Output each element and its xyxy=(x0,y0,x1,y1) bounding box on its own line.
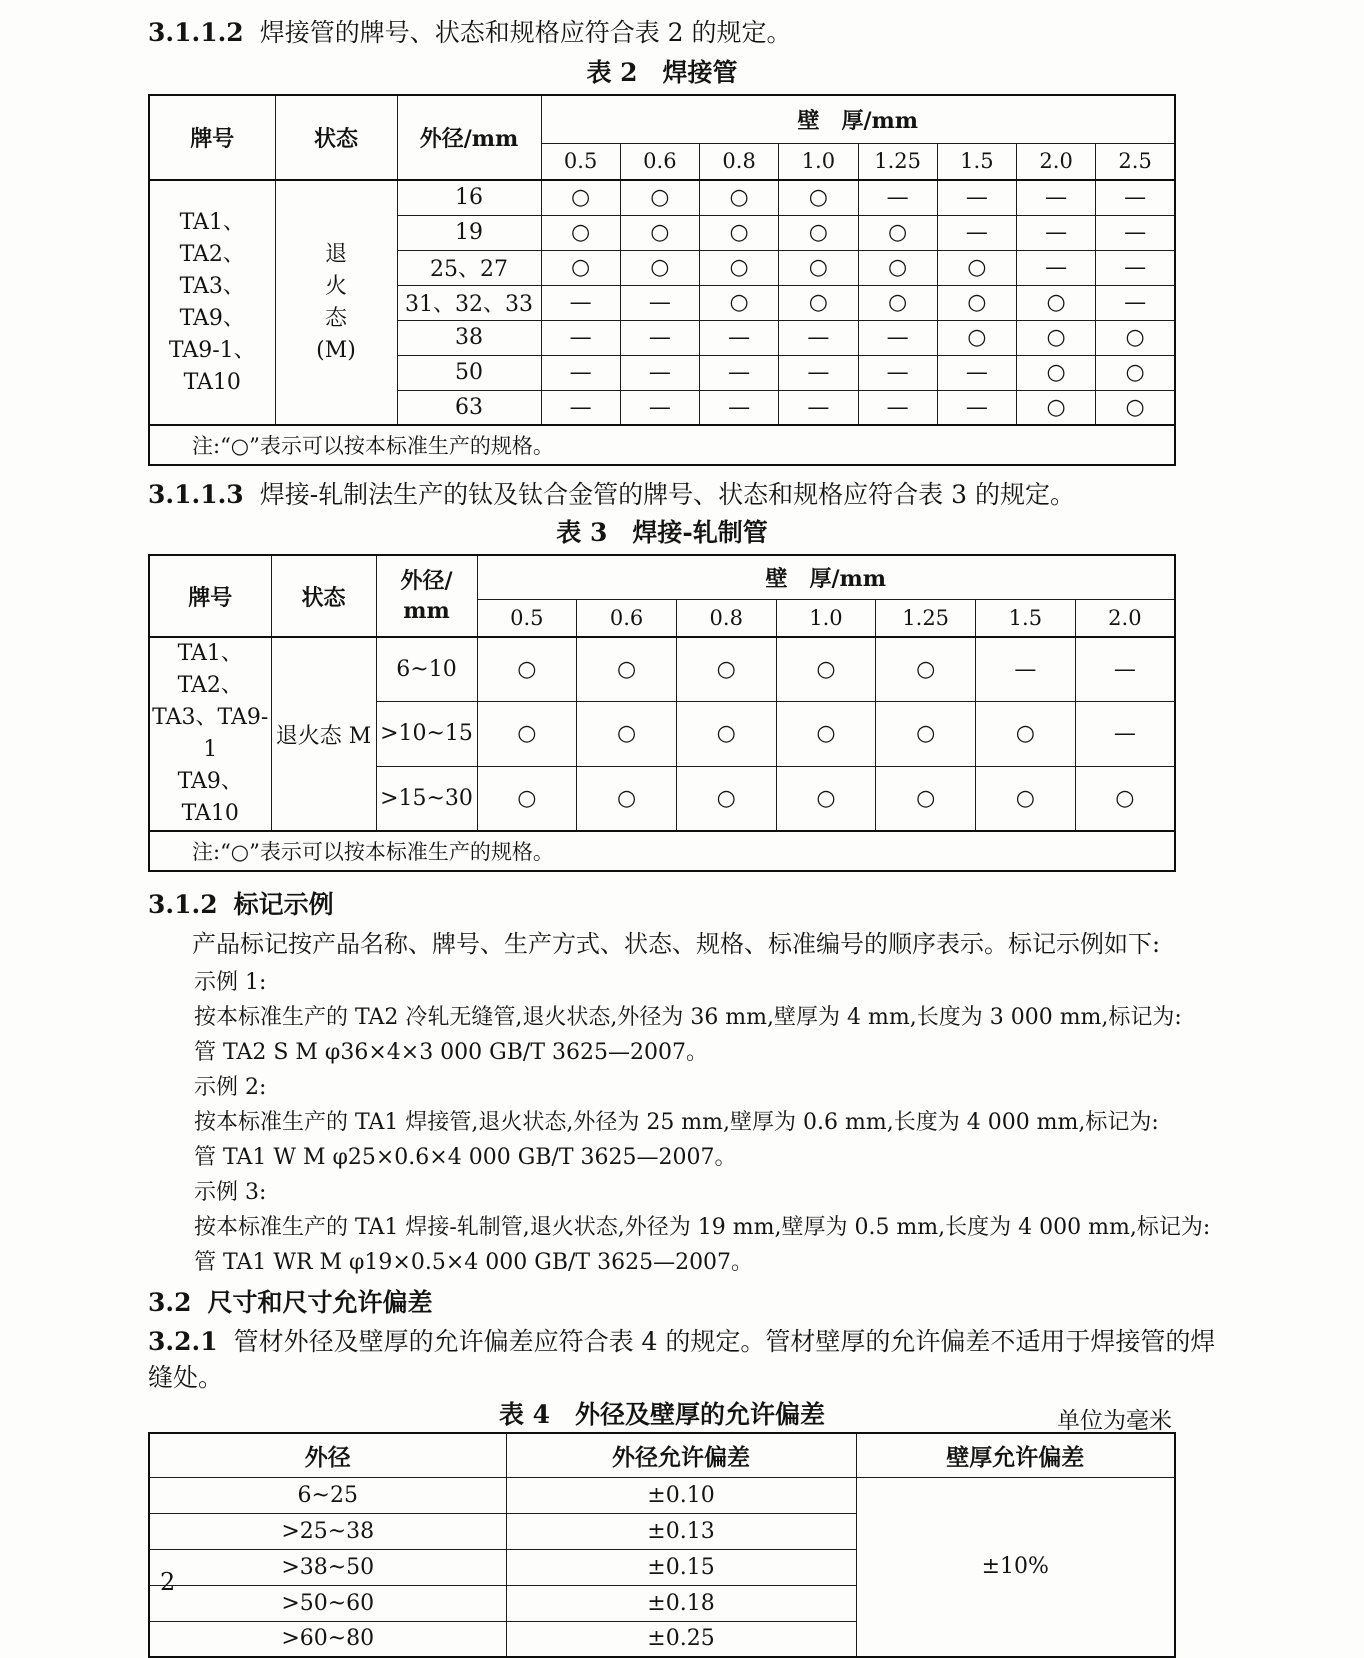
t3-val: ○ xyxy=(876,766,976,831)
t2-val: ○ xyxy=(779,285,858,320)
example-label: 示例 3: xyxy=(194,1180,267,1205)
t3-val: ○ xyxy=(976,766,1076,831)
t2-od: 25、27 xyxy=(397,250,541,285)
t3-header-od xyxy=(376,555,477,637)
brand-line: TA9-1、 xyxy=(168,337,256,363)
page-number: 2 xyxy=(160,1568,176,1596)
example-block-3 xyxy=(194,1179,1228,1276)
t2-state-cell xyxy=(275,180,397,425)
t2-val: ○ xyxy=(1017,390,1096,425)
clause-title: 标记示例 xyxy=(233,890,334,919)
table-row xyxy=(149,95,1175,143)
state-line: 退 xyxy=(324,241,347,267)
t4-dev: ±0.15 xyxy=(506,1549,856,1585)
t3-brand-cell xyxy=(149,637,271,831)
table2-caption: 表 2 焊接管 xyxy=(586,58,738,87)
t3-val: — xyxy=(1075,702,1175,767)
state-line: 火 xyxy=(324,273,347,299)
example-mark: 管 TA1 W M φ25×0.6×4 000 GB/T 3625—2007。 xyxy=(194,1145,737,1170)
t2-val: — xyxy=(779,355,858,390)
t3-wall-col: 1.5 xyxy=(976,599,1076,637)
table-row xyxy=(149,555,1175,599)
t3-val: ○ xyxy=(776,637,876,702)
table-4-tolerances xyxy=(148,1432,1176,1658)
t2-val: — xyxy=(541,320,620,355)
t4-header-od-dev: 外径允许偏差 xyxy=(506,1433,856,1477)
t2-val: ○ xyxy=(700,215,779,250)
table-row xyxy=(149,180,1175,215)
example-mark: 管 TA2 S M φ36×4×3 000 GB/T 3625—2007。 xyxy=(194,1040,708,1065)
t2-val: — xyxy=(1017,215,1096,250)
t2-val: — xyxy=(700,320,779,355)
t2-val: ○ xyxy=(1096,355,1175,390)
t4-dev: ±0.25 xyxy=(506,1621,856,1657)
t2-val: — xyxy=(779,390,858,425)
t3-val: — xyxy=(976,637,1076,702)
t3-od: 6~10 xyxy=(376,637,477,702)
t2-val: ○ xyxy=(937,250,1016,285)
clause-text: 焊接-轧制法生产的钛及钛合金管的牌号、状态和规格应符合表 3 的规定。 xyxy=(259,480,1075,509)
t2-wall-col: 0.6 xyxy=(620,143,699,180)
t2-wall-col: 2.5 xyxy=(1096,143,1175,180)
t2-val: — xyxy=(1096,285,1175,320)
table-row xyxy=(149,831,1175,871)
t2-val: — xyxy=(1017,180,1096,215)
brand-line: TA3、TA9-1 xyxy=(152,705,269,762)
example-label: 示例 2: xyxy=(194,1075,267,1100)
t2-val: ○ xyxy=(700,250,779,285)
t2-val: — xyxy=(937,215,1016,250)
t2-val: ○ xyxy=(700,180,779,215)
example-label: 示例 1: xyxy=(194,970,267,995)
clause-3.2 xyxy=(148,1286,1228,1320)
t2-val: — xyxy=(1096,180,1175,215)
t2-val: ○ xyxy=(779,215,858,250)
t2-val: ○ xyxy=(1017,355,1096,390)
t3-val: ○ xyxy=(477,637,577,702)
clause-number: 3.2.1 xyxy=(148,1327,218,1356)
example-desc: 按本标准生产的 TA2 冷轧无缝管,退火状态,外径为 36 mm,壁厚为 4 mm,长度为 3 000 mm,标记为: xyxy=(194,1005,1182,1030)
t3-val: ○ xyxy=(1075,766,1175,831)
t3-val: ○ xyxy=(976,702,1076,767)
t3-val: ○ xyxy=(776,702,876,767)
t2-od: 63 xyxy=(397,390,541,425)
t2-val: ○ xyxy=(1017,285,1096,320)
t4-od: >25~38 xyxy=(149,1513,506,1549)
example-block-1 xyxy=(194,969,1228,1066)
t4-wall-dev-cell: ±10% xyxy=(856,1477,1175,1657)
t3-header-brand: 牌号 xyxy=(149,555,271,637)
example-mark: 管 TA1 WR M φ19×0.5×4 000 GB/T 3625—2007。 xyxy=(194,1250,754,1275)
clause-text: 管材外径及壁厚的允许偏差应符合表 4 的规定。管材壁厚的允许偏差不适用于焊接管的焊缝处。 xyxy=(148,1327,1216,1392)
t2-od: 31、32、33 xyxy=(397,285,541,320)
clause-3.1.1.3 xyxy=(148,478,1228,512)
t3-val: ○ xyxy=(676,702,776,767)
t2-val: — xyxy=(1017,250,1096,285)
clause-3.1.1.2 xyxy=(148,16,1228,50)
t2-od: 38 xyxy=(397,320,541,355)
t2-wall-col: 0.5 xyxy=(541,143,620,180)
t2-val: ○ xyxy=(937,320,1016,355)
t2-wall-col: 1.25 xyxy=(858,143,937,180)
table-3-welded-rolled-pipe xyxy=(148,554,1176,872)
marking-intro: 产品标记按产品名称、牌号、生产方式、状态、规格、标准编号的顺序表示。标记示例如下: xyxy=(192,930,1161,958)
t2-val: ○ xyxy=(541,250,620,285)
t2-val: — xyxy=(858,390,937,425)
t2-val: — xyxy=(620,320,699,355)
t4-dev: ±0.10 xyxy=(506,1477,856,1513)
t3-od: >10~15 xyxy=(376,702,477,767)
brand-line: TA9、TA10 xyxy=(177,769,243,826)
t2-val: — xyxy=(541,355,620,390)
t4-header-od: 外径 xyxy=(149,1433,506,1477)
t4-header-wall-dev: 壁厚允许偏差 xyxy=(856,1433,1175,1477)
t3-val: ○ xyxy=(477,702,577,767)
state-line: (M) xyxy=(316,337,356,363)
t2-val: — xyxy=(541,285,620,320)
t4-od: >38~50 xyxy=(149,1549,506,1585)
t3-wall-col: 0.5 xyxy=(477,599,577,637)
t2-val: — xyxy=(858,320,937,355)
od-header-line: 外径/ xyxy=(400,568,453,594)
t2-val: — xyxy=(541,390,620,425)
clause-number: 3.1.1.2 xyxy=(148,18,244,47)
t3-wall-col: 0.8 xyxy=(676,599,776,637)
t2-note: 注:“○”表示可以按本标准生产的规格。 xyxy=(149,425,1175,465)
t2-od: 50 xyxy=(397,355,541,390)
t3-val: ○ xyxy=(676,637,776,702)
t2-val: — xyxy=(1096,215,1175,250)
t2-wall-col: 1.5 xyxy=(937,143,1016,180)
state-line: 态 xyxy=(324,305,347,331)
t2-val: ○ xyxy=(937,285,1016,320)
t2-val: — xyxy=(858,355,937,390)
t2-val: — xyxy=(937,355,1016,390)
clause-number: 3.2 xyxy=(148,1288,192,1317)
clause-3.2.1 xyxy=(148,1324,1228,1396)
t2-od: 19 xyxy=(397,215,541,250)
brand-line: TA10 xyxy=(183,369,241,395)
t2-val: — xyxy=(937,390,1016,425)
t2-val: ○ xyxy=(700,285,779,320)
table-row xyxy=(149,1433,1175,1477)
od-header-line: mm xyxy=(403,598,450,624)
t2-wall-col: 0.8 xyxy=(700,143,779,180)
t3-od: >15~30 xyxy=(376,766,477,831)
t3-val: ○ xyxy=(876,702,976,767)
t2-val: — xyxy=(620,285,699,320)
table4-caption: 表 4 外径及壁厚的允许偏差 xyxy=(498,1400,826,1429)
t2-val: — xyxy=(620,355,699,390)
table-2-welded-pipe xyxy=(148,94,1176,466)
example-desc: 按本标准生产的 TA1 焊接-轧制管,退火状态,外径为 19 mm,壁厚为 0.5 mm,长度为 4 000 mm,标记为: xyxy=(194,1215,1211,1240)
t3-header-wall: 壁 厚/mm xyxy=(477,555,1175,599)
t3-wall-col: 2.0 xyxy=(1075,599,1175,637)
t2-val: — xyxy=(620,390,699,425)
t2-val: ○ xyxy=(541,215,620,250)
t3-wall-col: 1.0 xyxy=(776,599,876,637)
table3-caption: 表 3 焊接-轧制管 xyxy=(556,518,768,547)
t4-dev: ±0.18 xyxy=(506,1585,856,1621)
t2-val: — xyxy=(779,320,858,355)
clause-title: 尺寸和尺寸允许偏差 xyxy=(207,1288,433,1317)
t2-val: ○ xyxy=(1096,320,1175,355)
t3-val: ○ xyxy=(577,702,677,767)
example-block-2 xyxy=(194,1074,1228,1171)
t2-wall-col: 2.0 xyxy=(1017,143,1096,180)
t2-brand-cell xyxy=(149,180,275,425)
t4-od: >50~60 xyxy=(149,1585,506,1621)
table-row xyxy=(149,1477,1175,1513)
t2-header-state: 状态 xyxy=(275,95,397,180)
t3-val: ○ xyxy=(577,766,677,831)
clause-number: 3.1.1.3 xyxy=(148,480,244,509)
t2-val: — xyxy=(1096,250,1175,285)
unit-note: 单位为毫米 xyxy=(1057,1408,1172,1434)
t3-val: — xyxy=(1075,637,1175,702)
t2-val: — xyxy=(700,390,779,425)
table-row xyxy=(149,637,1175,702)
t2-val: — xyxy=(858,180,937,215)
t2-val: ○ xyxy=(620,215,699,250)
t2-header-od: 外径/mm xyxy=(397,95,541,180)
t2-val: ○ xyxy=(620,250,699,285)
t2-od: 16 xyxy=(397,180,541,215)
t3-wall-col: 0.6 xyxy=(577,599,677,637)
t2-val: ○ xyxy=(858,250,937,285)
t2-val: ○ xyxy=(1017,320,1096,355)
t2-val: ○ xyxy=(541,180,620,215)
t2-header-wall: 壁 厚/mm xyxy=(541,95,1175,143)
t3-val: ○ xyxy=(577,637,677,702)
t3-val: ○ xyxy=(776,766,876,831)
t2-wall-col: 1.0 xyxy=(779,143,858,180)
clause-text: 焊接管的牌号、状态和规格应符合表 2 的规定。 xyxy=(259,18,792,47)
t2-val: ○ xyxy=(779,250,858,285)
table4-caption-row xyxy=(148,1400,1228,1434)
t2-val: ○ xyxy=(1096,390,1175,425)
t4-dev: ±0.13 xyxy=(506,1513,856,1549)
t4-od: 6~25 xyxy=(149,1477,506,1513)
t2-val: — xyxy=(700,355,779,390)
t2-header-brand: 牌号 xyxy=(149,95,275,180)
t3-note: 注:“○”表示可以按本标准生产的规格。 xyxy=(149,831,1175,871)
t2-val: ○ xyxy=(779,180,858,215)
example-desc: 按本标准生产的 TA1 焊接管,退火状态,外径为 25 mm,壁厚为 0.6 mm,长度为 4 000 mm,标记为: xyxy=(194,1110,1159,1135)
t2-val: ○ xyxy=(858,215,937,250)
t3-header-state: 状态 xyxy=(271,555,376,637)
clause-number: 3.1.2 xyxy=(148,890,218,919)
t3-val: ○ xyxy=(676,766,776,831)
t4-od: >60~80 xyxy=(149,1621,506,1657)
t3-state-cell: 退火态 M xyxy=(271,637,376,831)
brand-line: TA1、TA2、 xyxy=(177,641,243,698)
t3-val: ○ xyxy=(477,766,577,831)
t2-val: ○ xyxy=(620,180,699,215)
table-row xyxy=(149,425,1175,465)
t2-val: — xyxy=(937,180,1016,215)
t3-val: ○ xyxy=(876,637,976,702)
brand-line: TA3、TA9、 xyxy=(179,273,245,331)
t3-wall-col: 1.25 xyxy=(876,599,976,637)
t2-val: ○ xyxy=(858,285,937,320)
brand-line: TA1、TA2、 xyxy=(179,209,245,267)
clause-3.1.2 xyxy=(148,888,1228,922)
